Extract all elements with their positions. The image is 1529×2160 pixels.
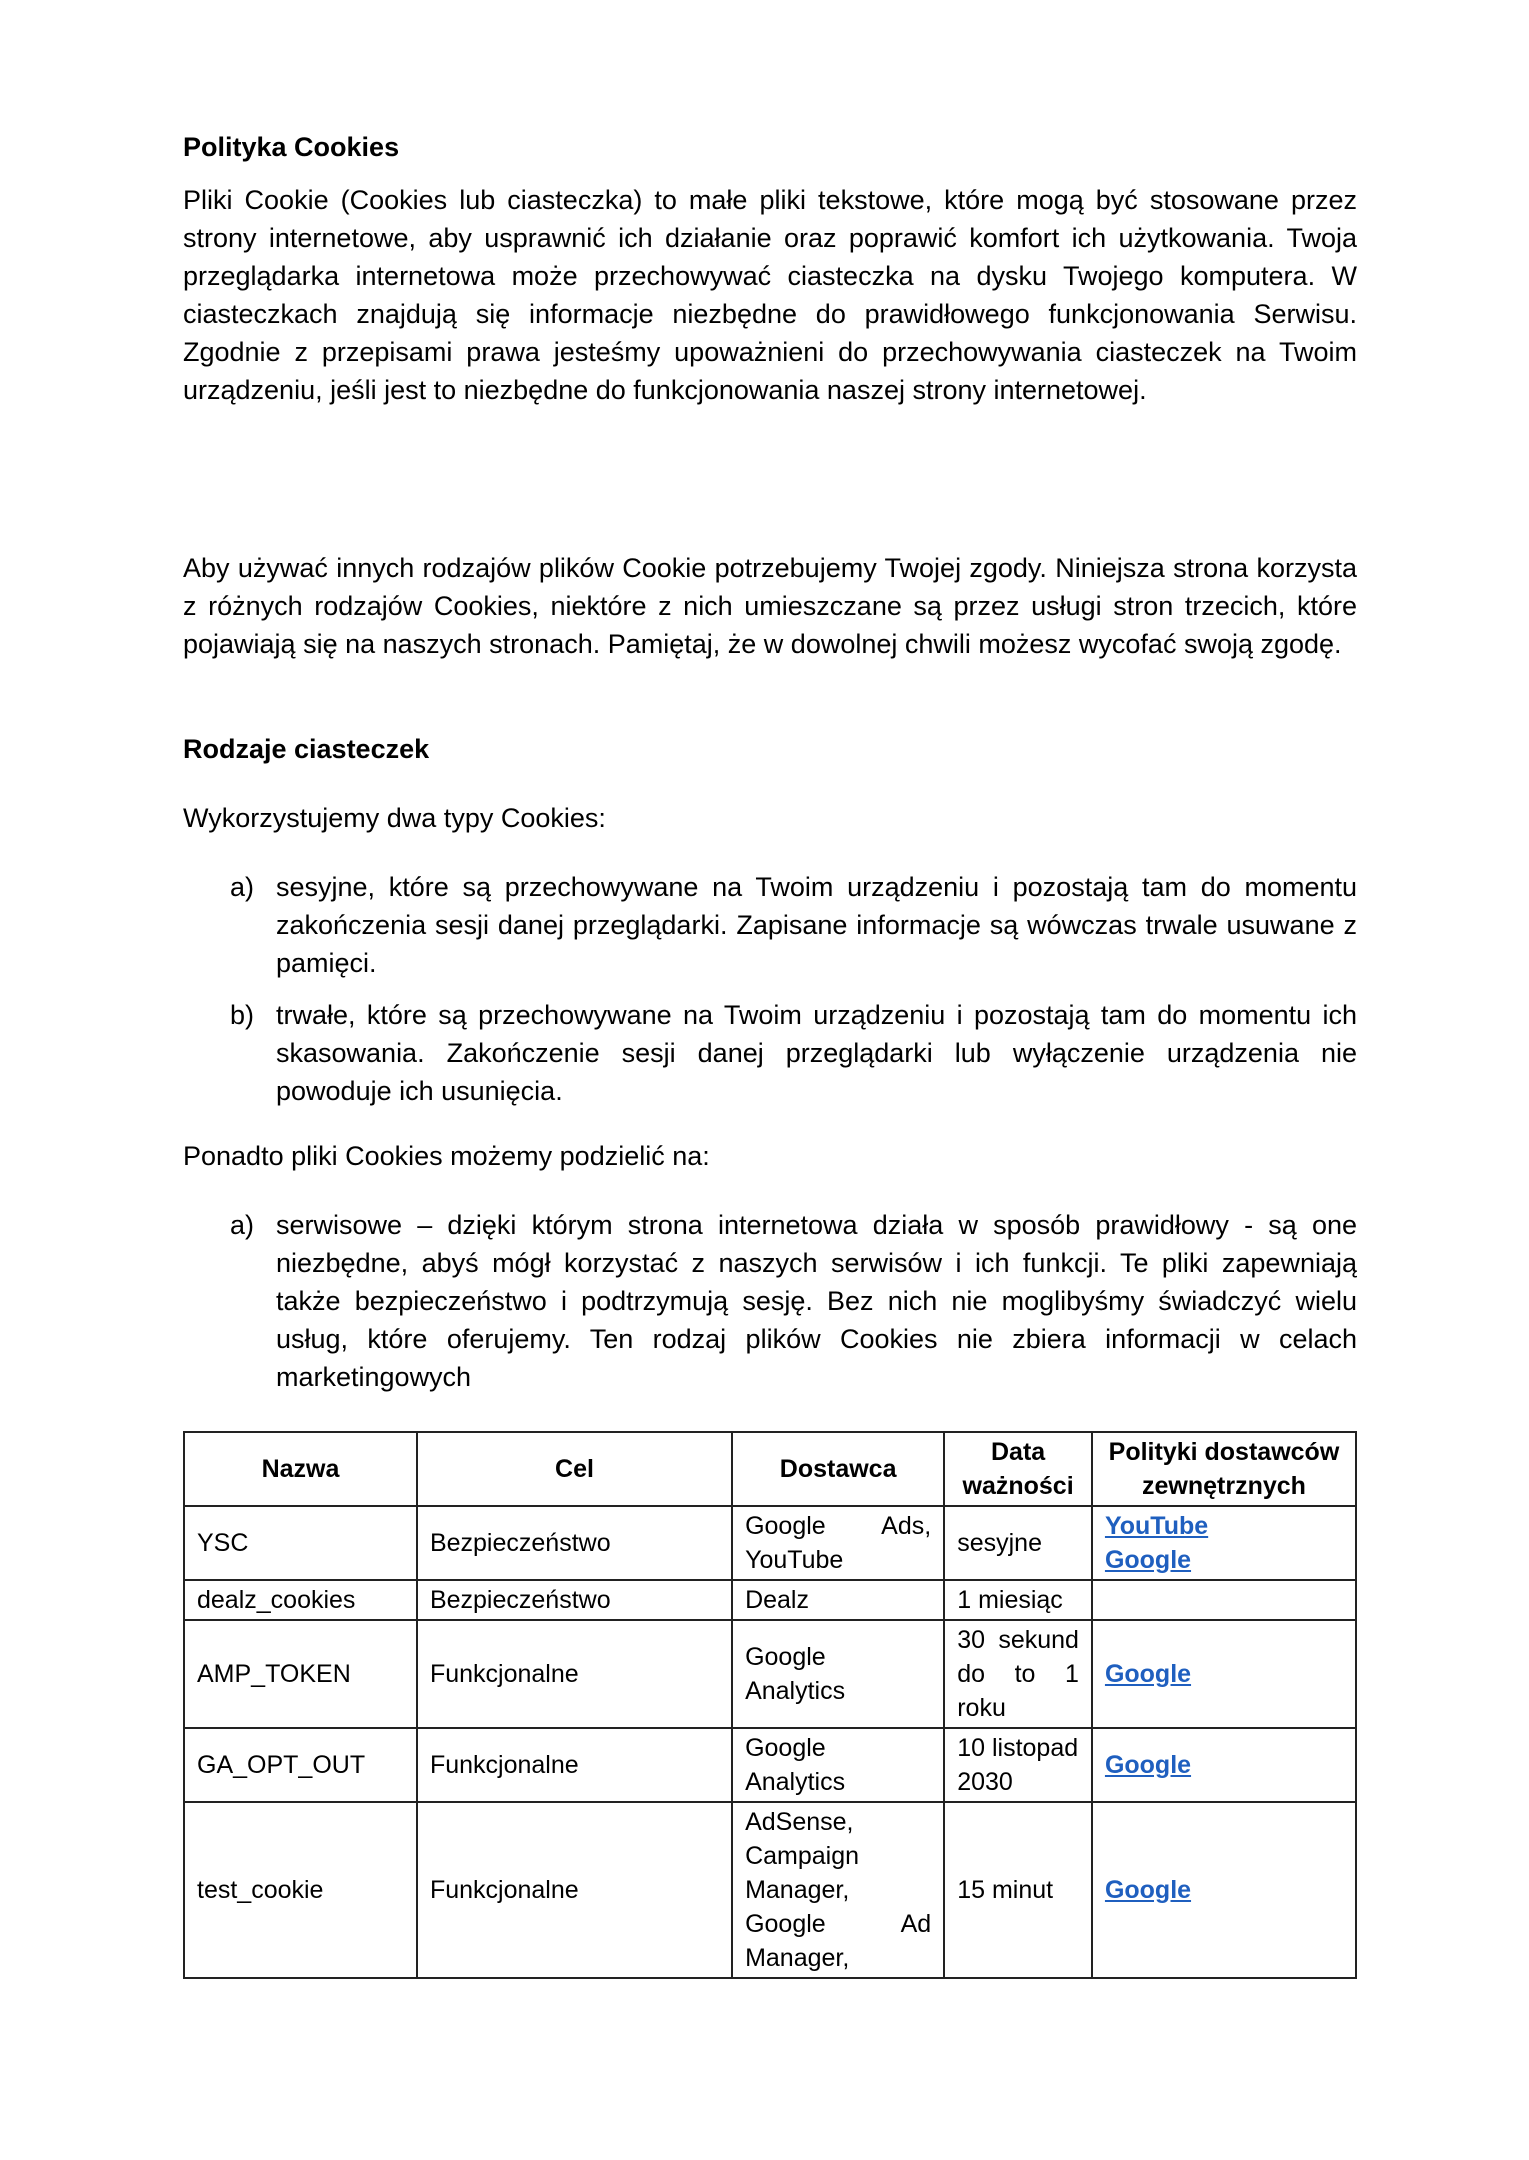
header-purpose: Cel [417, 1432, 732, 1506]
page-title: Polityka Cookies [183, 132, 400, 162]
list-item [183, 868, 1357, 982]
cell-expiry: 10 listopad 2030 [944, 1728, 1092, 1802]
list-item-text: sesyjne, które są przechowywane na Twoim urządzeniu i pozostają tam do momentu zakończenia sesji danej przeglądarki. Zapisane informacje są wówczas trwale usuwane z pamięci. [276, 872, 1357, 978]
cell-name: YSC [184, 1506, 417, 1580]
policy-link-youtube[interactable]: YouTube [1104, 1512, 1209, 1540]
cell-purpose: Funkcjonalne [417, 1728, 732, 1802]
cell-expiry: 15 minut [944, 1802, 1092, 1978]
table-header-row [184, 1432, 1356, 1506]
types-intro: Wykorzystujemy dwa typy Cookies: [183, 803, 606, 833]
cell-policies [1092, 1620, 1356, 1728]
list-item [183, 1206, 1357, 1396]
cell-policies [1092, 1580, 1356, 1620]
cell-provider: Dealz [732, 1580, 944, 1620]
cell-expiry: 30 sekund do to 1 roku [944, 1620, 1092, 1728]
table-row [184, 1620, 1356, 1728]
cell-name: GA_OPT_OUT [184, 1728, 417, 1802]
cookies-table [183, 1431, 1357, 1979]
header-name: Nazwa [184, 1432, 417, 1506]
list-marker: a) [230, 1210, 255, 1240]
table-row [184, 1506, 1356, 1580]
header-expiry: Data ważności [944, 1432, 1092, 1506]
cell-name: AMP_TOKEN [184, 1620, 417, 1728]
cookie-types-list [183, 868, 1357, 1124]
cell-expiry: 1 miesiąc [944, 1580, 1092, 1620]
cell-purpose: Funkcjonalne [417, 1802, 732, 1978]
cell-purpose: Funkcjonalne [417, 1620, 732, 1728]
list-item-text: serwisowe – dzięki którym strona internetowa działa w sposób prawidłowy - są one niezbędne, abyś mógł korzystać z naszych serwisów i ich funkcji. Te pliki zapewniają także bezpieczeństwo i podtrzymują sesję. Bez nich nie moglibyśmy świadczyć wielu usług, które oferujemy. Ten rodzaj plików Cookies nie zbiera informacji w celach marketingowych [276, 1210, 1357, 1392]
cell-provider: Google Ads, YouTube [732, 1506, 944, 1580]
table-row [184, 1580, 1356, 1620]
cell-provider: Google Analytics [732, 1620, 944, 1728]
policy-link-google[interactable]: Google [1104, 1751, 1192, 1779]
cell-policies [1092, 1802, 1356, 1978]
cell-name: test_cookie [184, 1802, 417, 1978]
cell-provider: AdSense, Campaign Manager, Google Ad Manager, [732, 1802, 944, 1978]
cell-expiry: sesyjne [944, 1506, 1092, 1580]
cell-purpose: Bezpieczeństwo [417, 1580, 732, 1620]
cell-name: dealz_cookies [184, 1580, 417, 1620]
cell-purpose: Bezpieczeństwo [417, 1506, 732, 1580]
cell-policies [1092, 1728, 1356, 1802]
list-item [183, 996, 1357, 1110]
list-marker: b) [230, 1000, 255, 1030]
header-policies: Polityki dostawców zewnętrznych [1092, 1432, 1356, 1506]
consent-paragraph: Aby używać innych rodzajów plików Cookie potrzebujemy Twojej zgody. Niniejsza strona korzysta z różnych rodzajów Cookies, niektóre z nich umieszczane są przez usługi stron trzecich, które pojawiają się na naszych stronach. Pamiętaj, że w dowolnej chwili możesz wycofać swoją zgodę. [183, 553, 1357, 659]
division-intro: Ponadto pliki Cookies możemy podzielić na: [183, 1141, 710, 1171]
cell-policies [1092, 1506, 1356, 1580]
policy-link-google[interactable]: Google [1104, 1546, 1192, 1574]
cell-provider: Google Analytics [732, 1728, 944, 1802]
table-row [184, 1802, 1356, 1978]
cookie-division-list [183, 1206, 1357, 1410]
intro-paragraph: Pliki Cookie (Cookies lub ciasteczka) to małe pliki tekstowe, które mogą być stosowane przez strony internetowe, aby usprawnić ich działanie oraz poprawić komfort ich użytkowania. Twoja przeglądarka internetowa może przechowywać ciasteczka na dysku Twojego komputera. W ciasteczkach znajdują się informacje niezbędne do prawidłowego funkcjonowania Serwisu. Zgodnie z przepisami prawa jesteśmy upoważnieni do przechowywania ciasteczek na Twoim urządzeniu, jeśli jest to niezbędne do funkcjonowania naszej strony internetowej. [183, 185, 1357, 405]
header-provider: Dostawca [732, 1432, 944, 1506]
policy-link-google[interactable]: Google [1104, 1876, 1192, 1904]
section-heading-types: Rodzaje ciasteczek [183, 734, 430, 764]
table-row [184, 1728, 1356, 1802]
list-marker: a) [230, 872, 255, 902]
policy-link-google[interactable]: Google [1104, 1660, 1192, 1688]
list-item-text: trwałe, które są przechowywane na Twoim urządzeniu i pozostają tam do momentu ich skasowania. Zakończenie sesji danej przeglądarki lub wyłączenie urządzenia nie powoduje ich usunięcia. [276, 1000, 1357, 1106]
